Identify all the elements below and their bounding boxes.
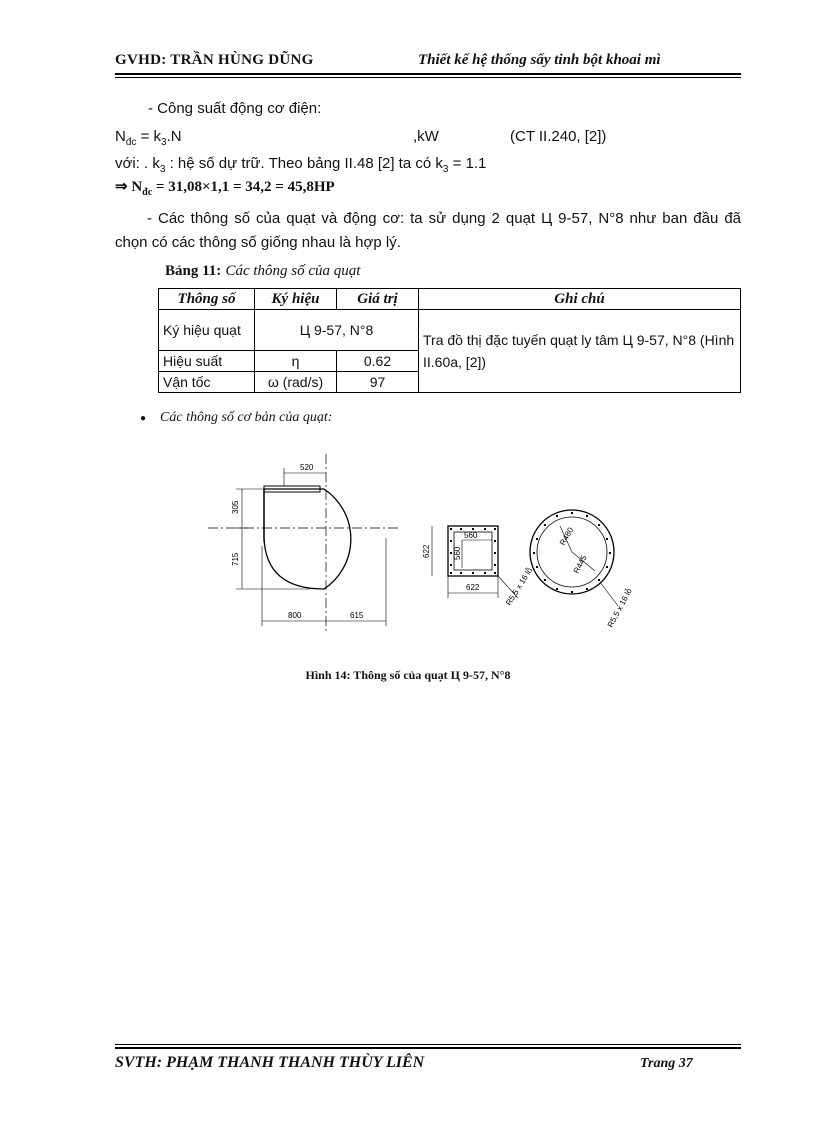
bullet-icon: ●	[140, 413, 147, 424]
footer-student: SVTH: PHẠM THANH THANH THÙY LIÊN	[115, 1054, 425, 1071]
fan-dimension-drawing	[200, 446, 650, 646]
dim-520: 520	[300, 463, 314, 472]
header-author: GVHD: TRẦN HÙNG DŨNG	[115, 52, 314, 68]
header-value: Giá trị	[337, 289, 419, 310]
fan-motor-paragraph: - Các thông số của quạt và động cơ: ta sử dụng 2 quạt Ц 9-57, N°8 như ban đầu đã chọn có các thông số giống nhau là hợp lý.	[115, 210, 741, 251]
footer-rule-thick	[115, 1047, 741, 1049]
dim-560: 560	[464, 531, 478, 540]
dim-r445: R445	[571, 553, 589, 575]
dim-622-horizontal: 622	[466, 583, 480, 592]
cell-speed-symbol: ω (rad/s)	[255, 372, 337, 393]
dim-560-vertical: 560	[453, 546, 462, 560]
motor-power-equation: $N_{đc} = k_3.N$	[115, 128, 182, 148]
cell-fan-symbol-label: Ký hiệu quạt	[159, 310, 255, 351]
header-rule-thin	[115, 77, 741, 78]
cell-speed-value: 97	[337, 372, 419, 393]
cell-fan-symbol-value: Ц 9-57, N°8	[255, 310, 419, 351]
figure-caption: Hình 14: Thông số của quạt Ц 9-57, N°8	[305, 668, 511, 682]
fan-parameters-table	[158, 288, 741, 393]
equation-reference: (CT II.240, [2])	[510, 128, 607, 145]
dim-305: 305	[231, 500, 240, 514]
hole-spec-circle: R5,5 x 16 lỗ	[605, 587, 634, 629]
header-rule-thick	[115, 73, 741, 75]
table-header-row	[159, 289, 741, 310]
hole-spec-square: R5,5 x 16 lỗ	[504, 566, 535, 608]
dim-715: 715	[231, 552, 240, 566]
dim-r480: R480	[557, 525, 576, 547]
flange-circle-view	[530, 510, 618, 606]
dim-622-vertical: 622	[422, 544, 431, 558]
dim-800: 800	[288, 611, 302, 620]
table-caption: Bảng 11: Các thông số của quạt	[165, 263, 361, 279]
header-parameter: Thông số	[159, 289, 255, 310]
dim-615: 615	[350, 611, 364, 620]
motor-power-heading: - Công suất động cơ điện:	[148, 100, 322, 117]
cell-note: Tra đồ thị đặc tuyến quạt ly tâm Ц 9-57, N°8 (Hình II.60a, [2])	[419, 310, 741, 393]
footer-rule-thin	[115, 1044, 741, 1045]
power-result-formula: ⇒ $N_{đc} = 31,08\times 1,1 = 34,2 = 45,8HP$	[115, 179, 335, 198]
cell-speed-label: Vận tốc	[159, 372, 255, 393]
equation-unit: ,kW	[413, 128, 439, 145]
header-title: Thiết kế hệ thống sấy tinh bột khoai mì	[418, 52, 661, 68]
header-note: Ghi chú	[419, 289, 741, 310]
reserve-coefficient-line: với: . $k_3$ : hệ số dự trữ. Theo bảng II.48 [2] ta có $k_3 = 1.1$	[115, 155, 487, 175]
cell-efficiency-label: Hiệu suất	[159, 351, 255, 372]
header-symbol: Ký hiệu	[255, 289, 337, 310]
cell-efficiency-symbol: η	[255, 351, 337, 372]
page-number: Trang 37	[640, 1056, 693, 1071]
basic-params-bullet: ● Các thông số cơ bản của quạt:	[140, 410, 333, 425]
fan-housing-side-view	[208, 454, 400, 634]
cell-efficiency-value: 0.62	[337, 351, 419, 372]
table-row	[159, 310, 741, 351]
